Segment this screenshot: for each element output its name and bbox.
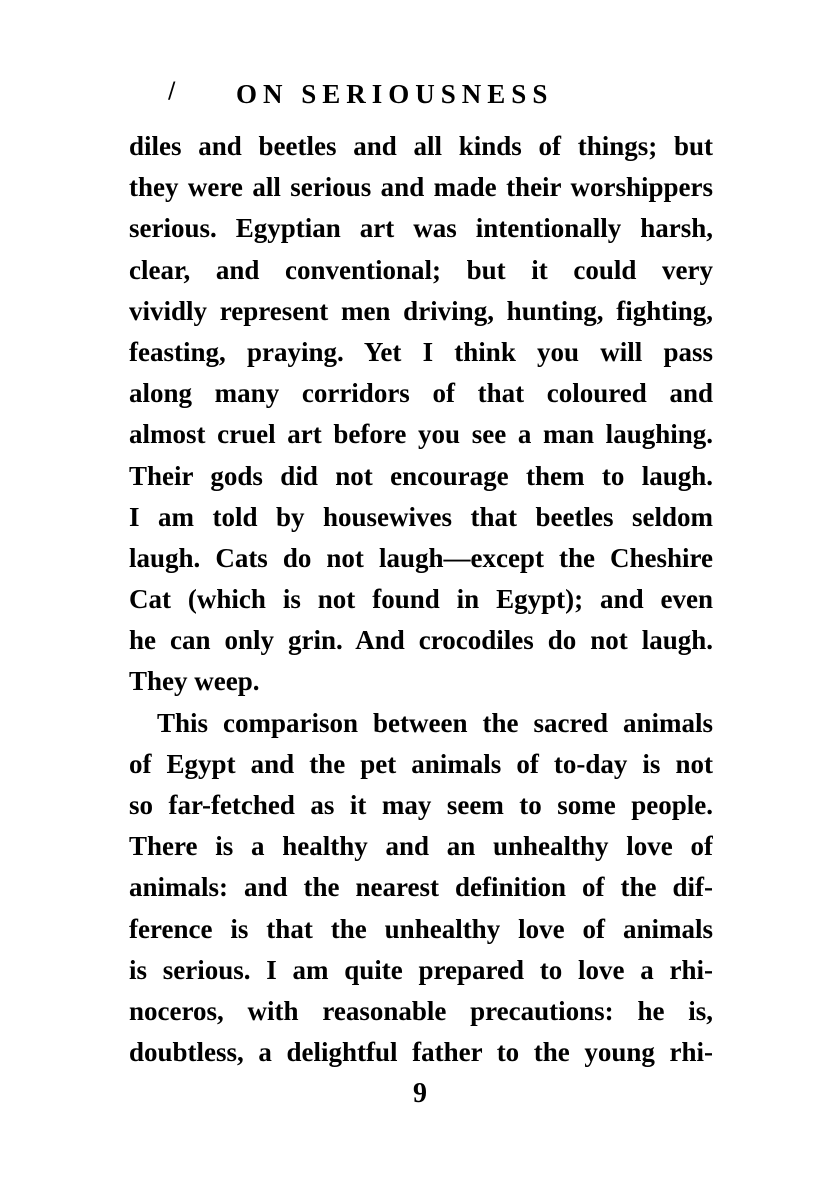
body-text bbox=[129, 126, 713, 1073]
text-line: along many corridors of that coloured and bbox=[129, 378, 713, 409]
text-line: feasting, praying. Yet I think you will pass bbox=[129, 336, 713, 367]
text-line: doubtless, a delightful father to the young rhi- bbox=[129, 1037, 713, 1068]
text-line: is serious. I am quite prepared to love a rhi- bbox=[129, 954, 713, 985]
text-line: They weep. bbox=[129, 666, 260, 697]
page-number: 9 bbox=[413, 1078, 427, 1109]
header-mark: / bbox=[168, 79, 176, 104]
text-line: This comparison between the sacred animals bbox=[157, 707, 713, 738]
text-line: There is a healthy and an unhealthy love of bbox=[129, 831, 713, 862]
text-line: of Egypt and the pet animals of to-day is not bbox=[129, 748, 713, 779]
running-head: ON SERIOUSNESS bbox=[236, 79, 554, 109]
text-line: serious. Egyptian art was intentionally harsh, bbox=[129, 213, 713, 244]
text-line: animals: and the nearest definition of the dif- bbox=[129, 872, 713, 903]
text-line: vividly represent men driving, hunting, fighting, bbox=[129, 295, 713, 326]
text-line: so far-fetched as it may seem to some people. bbox=[129, 790, 713, 820]
text-line: laugh. Cats do not laugh—except the Cheshire bbox=[129, 542, 713, 573]
text-line: Cat (which is not found in Egypt); and even bbox=[129, 584, 713, 615]
page-header bbox=[0, 78, 840, 114]
text-line: Their gods did not encourage them to laugh. bbox=[129, 460, 713, 491]
paragraph bbox=[129, 703, 713, 1074]
text-line: clear, and conventional; but it could very bbox=[129, 254, 713, 285]
text-line: noceros, with reasonable precautions: he is, bbox=[129, 995, 713, 1026]
paragraph bbox=[129, 126, 713, 703]
text-line: diles and beetles and all kinds of things; but bbox=[129, 131, 713, 161]
text-line: he can only grin. And crocodiles do not laugh. bbox=[129, 625, 713, 656]
text-line: ference is that the unhealthy love of animals bbox=[129, 913, 713, 944]
text-line: they were all serious and made their worshippers bbox=[129, 172, 713, 203]
text-line: almost cruel art before you see a man laughing. bbox=[129, 419, 713, 450]
text-line: I am told by housewives that beetles seldom bbox=[129, 501, 713, 532]
